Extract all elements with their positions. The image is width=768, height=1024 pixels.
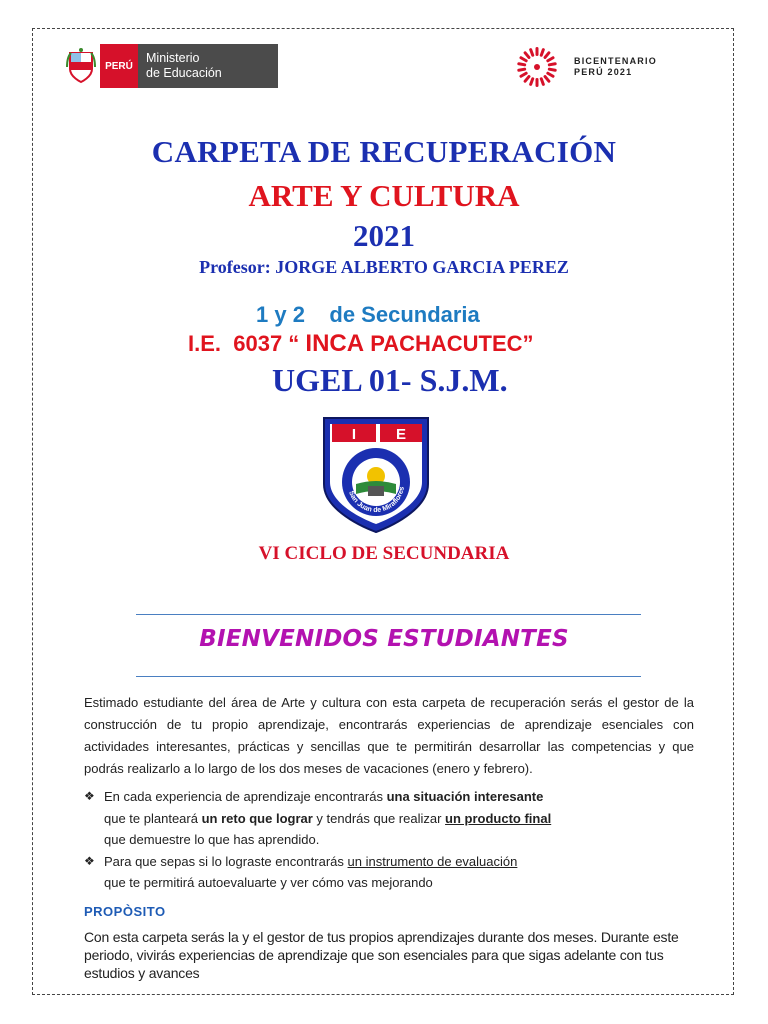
crest-letter-e: E xyxy=(395,426,407,443)
school-name: I.E. 6037 “ INCA PACHACUTEC” xyxy=(188,330,534,357)
welcome-heading: BIENVENIDOS ESTUDIANTES xyxy=(199,626,569,652)
bicentenario-sun-icon xyxy=(506,46,568,88)
minedu-logo xyxy=(62,44,278,88)
ugel-label: UGEL 01- S.J.M. xyxy=(272,362,508,398)
peru-shield-icon xyxy=(62,44,100,88)
ministerio-label: Ministerio de Educación xyxy=(138,44,278,88)
peru-label: PERÚ xyxy=(100,44,138,88)
proposito-paragraph: Con esta carpeta serás la y el gestor de tus propios aprendizajes durante dos meses. Durante este periodo, vivirás experiencias de aprendizaje que son esenciales para que sigas adelante con tus estudios y avances xyxy=(84,929,679,981)
bicentenario-logo xyxy=(506,46,706,88)
diamond-bullet-icon: ❖ xyxy=(84,789,95,803)
list-item: ❖ En cada experiencia de aprendizaje encontrarás una situación interesante xyxy=(84,786,694,808)
list-item: ❖ Para que sepas si lo lograste encontrarás un instrumento de evaluación xyxy=(84,851,694,873)
proposito-heading: PROPÒSITO xyxy=(84,904,166,919)
intro-paragraph: Estimado estudiante del área de Arte y cultura con esta carpeta de recuperación serás el gestor de la construcción de tu propio aprendizaje, encontrarás experiencias de aprendizaje esenciales con actividades interesantes, prácticas y sencillas que te permitirán desarrollar las competencias y que podrás realizarlo a lo largo de los dos meses de vacaciones (enero y febrero). xyxy=(84,695,694,776)
document-title: CARPETA DE RECUPERACIÓN xyxy=(151,134,617,169)
grade-label: 1 y 2 de Secundaria xyxy=(256,302,480,327)
bicentenario-text: BICENTENARIO PERÚ 2021 xyxy=(574,56,657,77)
divider-bottom xyxy=(136,676,641,677)
teacher-name: Profesor: JORGE ALBERTO GARCIA PEREZ xyxy=(199,257,569,277)
subject-title: ARTE Y CULTURA xyxy=(248,178,520,213)
school-crest-icon xyxy=(318,414,434,534)
bullet-list: ❖ En cada experiencia de aprendizaje encontrarás una situación interesante que te planteará un reto que lograr y tendrás que realizar un producto final que demuestre lo que has aprendido. ❖ Para que sepas si lo lograste encontrarás un instrumento de evaluación que te permitirá autoevaluarte y ver cómo vas mejorando xyxy=(84,786,694,894)
year-title: 2021 xyxy=(353,218,415,253)
divider-top xyxy=(136,614,641,615)
crest-letter-i: I xyxy=(351,426,357,443)
crest-ring-text: San Juan de Miraflores xyxy=(347,486,406,515)
diamond-bullet-icon: ❖ xyxy=(84,853,95,868)
ciclo-label: VI CICLO DE SECUNDARIA xyxy=(258,543,510,564)
